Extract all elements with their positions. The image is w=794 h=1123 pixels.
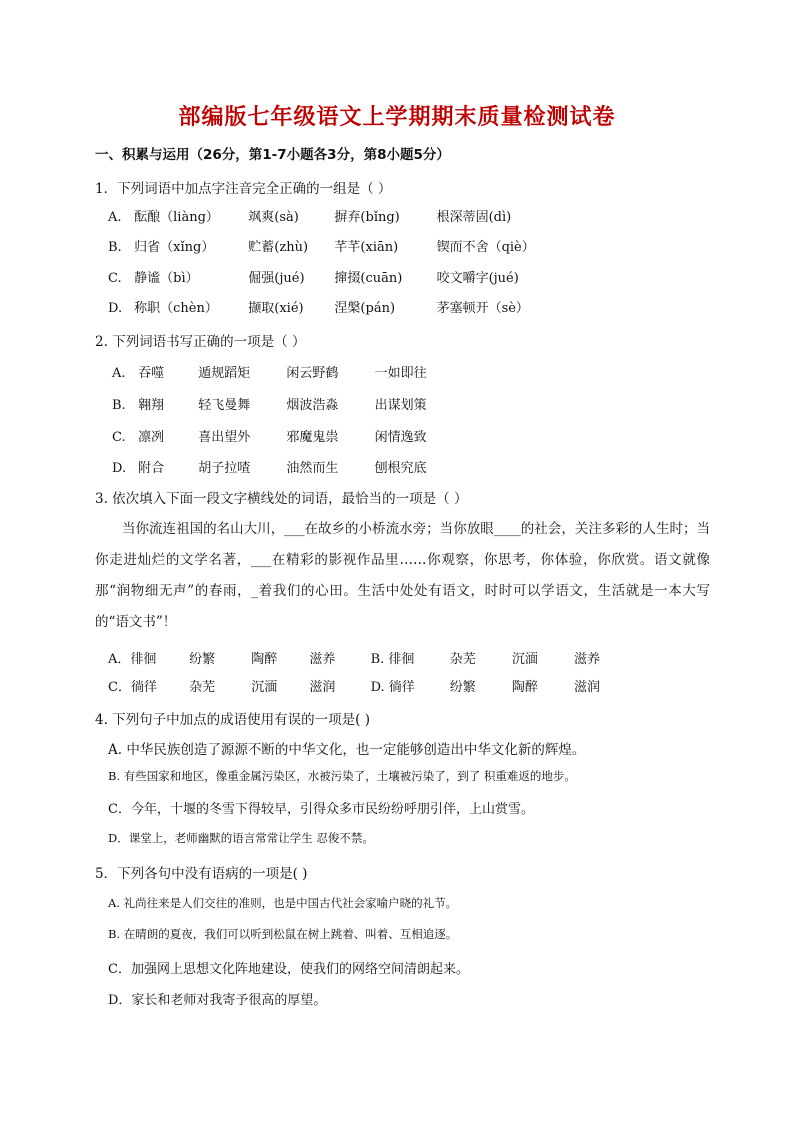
option-word: 杂芜 bbox=[449, 652, 476, 667]
question-4-option-d: D．课堂上，老师幽默的语言常常让学生 忍俊不禁。 bbox=[108, 831, 374, 845]
option-letter: A. bbox=[108, 210, 122, 225]
option-word: 酝酿（liàng） bbox=[134, 210, 219, 225]
option-word: 根深蒂固(dì) bbox=[436, 210, 512, 225]
option-word: 出谋划策 bbox=[374, 398, 427, 413]
option-word: 涅槃(pán) bbox=[334, 301, 396, 316]
option-word: 茅塞顿开（sè） bbox=[436, 301, 529, 316]
option-word: 锲而不舍（qiè） bbox=[436, 240, 535, 255]
question-4-option-a: A. 中华民族创造了源源不断的中华文化，也一定能够创造出中华文化新的辉煌。 bbox=[108, 742, 586, 758]
option-word: 刨根究底 bbox=[374, 461, 427, 476]
option-word: 陶醉 bbox=[251, 652, 278, 667]
option-word: 一如即往 bbox=[374, 366, 427, 381]
option-word: 摒弃(bǐng) bbox=[334, 210, 400, 225]
option-word: 烟波浩淼 bbox=[286, 398, 339, 413]
option-letter: A. bbox=[112, 366, 126, 381]
question-2-option-b bbox=[112, 394, 427, 413]
question-2-option-c bbox=[112, 426, 427, 445]
question-3-passage: 当你流连祖国的名山大川，___在故乡的小桥流水旁；当你放眼____的社会，关注多彩的人生时；当你走进灿烂的文学名著，___在精彩的影视作品里……你观察，你思考，你体验，你欣赏。语文就像那“润物细无声”的春雨，_着我们的心田。生活中处处有语文，时时可以学语文，生活就是一本大写的“语文书”！ bbox=[95, 521, 710, 630]
option-word: 称职（chèn） bbox=[134, 301, 218, 316]
question-4-option-c: C．今年，十堰的冬雪下得较早，引得众多市民纷纷呼朋引伴，上山赏雪。 bbox=[108, 802, 534, 817]
question-5-option-c: C．加强网上思想文化阵地建设，使我们的网络空间清朗起来。 bbox=[108, 962, 469, 977]
question-3-options-row-2 bbox=[108, 676, 600, 695]
option-word: 纷繁 bbox=[449, 680, 476, 695]
option-word: 附合 bbox=[138, 461, 165, 476]
question-4-stem: 4. 下列句子中加点的成语使用有误的一项是( ) bbox=[95, 712, 370, 728]
option-word: 遁规蹈矩 bbox=[198, 366, 251, 381]
option-word: 滋养 bbox=[309, 652, 336, 667]
option-letter: C. bbox=[112, 430, 126, 445]
option-letter: C. bbox=[108, 271, 122, 286]
question-1-option-d bbox=[108, 297, 529, 316]
option-word: 倔强(jué) bbox=[248, 271, 305, 286]
option-word: 沉湎 bbox=[251, 680, 278, 695]
question-2-stem: 2. 下列词语书写正确的一项是（ ） bbox=[95, 334, 306, 350]
question-1-stem: 1．下列词语中加点字注音完全正确的一组是（ ） bbox=[95, 181, 392, 197]
question-1-option-b bbox=[108, 236, 535, 255]
option-word: 滋养 bbox=[573, 652, 600, 667]
option-word: 胡子拉喳 bbox=[198, 461, 251, 476]
option-word: 滋润 bbox=[309, 680, 336, 695]
option-word: 撺掇(cuān) bbox=[334, 271, 403, 286]
option-word: 纷繁 bbox=[189, 652, 216, 667]
option-letter: B. bbox=[108, 240, 122, 255]
option-word: 闲云野鹤 bbox=[286, 366, 339, 381]
option-word: 吞噬 bbox=[138, 366, 165, 381]
option-word: C．徜徉 bbox=[108, 680, 157, 695]
question-1-option-c bbox=[108, 267, 519, 286]
option-letter: D. bbox=[112, 461, 127, 476]
option-word: 陶醉 bbox=[511, 680, 538, 695]
question-2-option-a bbox=[112, 362, 427, 381]
option-word: 静谧（bì） bbox=[134, 271, 199, 286]
option-word: 滋润 bbox=[573, 680, 600, 695]
option-word: A．徘徊 bbox=[108, 652, 157, 667]
option-word: 喜出望外 bbox=[198, 430, 251, 445]
question-5-option-b: B. 在晴朗的夏夜，我们可以听到松鼠在树上跳着、叫着、互相追逐。 bbox=[108, 927, 458, 941]
option-word: 飒爽(sà) bbox=[248, 210, 299, 225]
option-word: 邪魔鬼祟 bbox=[286, 430, 339, 445]
question-5-option-a: A. 礼尚往来是人们交往的准则，也是中国古代社会家喻户晓的礼节。 bbox=[108, 896, 458, 910]
option-word: 沉湎 bbox=[511, 652, 538, 667]
question-1-option-a bbox=[108, 206, 511, 225]
option-word: 杂芜 bbox=[189, 680, 216, 695]
option-word: 凛冽 bbox=[138, 430, 165, 445]
option-word: 芊芊(xiān) bbox=[334, 240, 399, 255]
question-3-options-row-1 bbox=[108, 648, 600, 667]
question-5-stem: 5．下列各句中没有语病的一项是( ) bbox=[95, 866, 308, 882]
option-word: 轻飞曼舞 bbox=[198, 398, 251, 413]
question-5-option-d: D．家长和老师对我寄予很高的厚望。 bbox=[108, 993, 327, 1008]
option-word: 贮蓄(zhù) bbox=[248, 240, 309, 255]
option-letter: D. bbox=[108, 301, 123, 316]
question-4-option-b: B. 有些国家和地区，像重金属污染区，水被污染了，土壤被污染了，到了 积重难返的地步。 bbox=[108, 769, 576, 783]
option-word: 翱翔 bbox=[138, 398, 165, 413]
option-word: 油然而生 bbox=[286, 461, 339, 476]
option-word: D. 徜徉 bbox=[370, 680, 415, 695]
section-heading: 一、积累与运用（26分，第1-7小题各3分，第8小题5分） bbox=[95, 147, 450, 163]
option-word: 闲情逸致 bbox=[374, 430, 427, 445]
question-2-option-d bbox=[112, 457, 427, 476]
option-word: 归省（xǐng） bbox=[134, 240, 215, 255]
option-word: 咬文嚼字(jué) bbox=[436, 271, 519, 286]
question-3-stem: 3. 依次填入下面一段文字横线处的词语，最恰当的一项是（ ） bbox=[95, 491, 468, 507]
option-word: 撷取(xié) bbox=[248, 301, 304, 316]
option-letter: B. bbox=[112, 398, 126, 413]
page-title: 部编版七年级语文上学期期末质量检测试卷 bbox=[178, 105, 616, 130]
option-word: B. 徘徊 bbox=[370, 652, 415, 667]
